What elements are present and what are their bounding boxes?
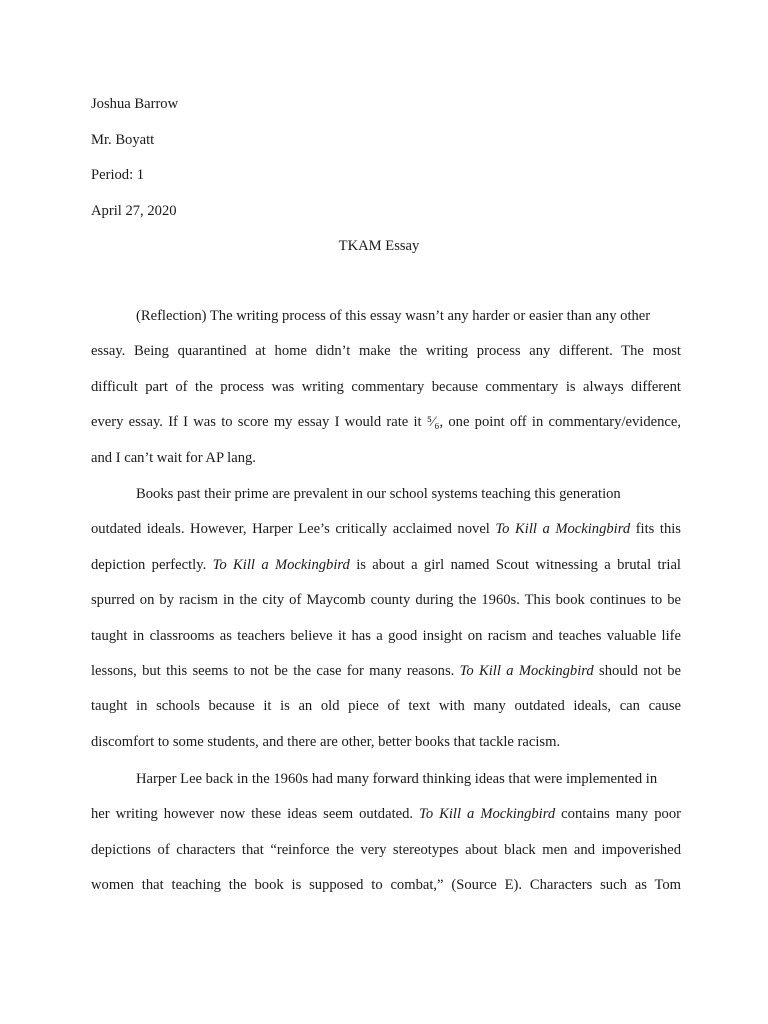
teacher-name: Mr. Boyatt <box>91 132 155 148</box>
paragraph-line <box>91 512 681 547</box>
paragraph-line: every essay. If I was to score my essay I would rate it ⁵⁄₆, one point off in commentary/evidence, <box>91 414 681 431</box>
paragraph-line: difficult part of the process was writing commentary because commentary is always different <box>91 378 681 395</box>
book-title: To Kill a Mockingbird <box>419 806 556 823</box>
essay-title: TKAM Essay <box>338 238 420 254</box>
paragraph-line: taught in classrooms as teachers believe it has a good insight on racism and teaches valuable life <box>91 627 681 644</box>
paragraph-line: essay. Being quarantined at home didn’t make the writing process any different. The most <box>91 343 681 360</box>
paragraph-line: discomfort to some students, and there are other, better books that tackle racism. <box>91 733 561 750</box>
introduction-paragraph <box>91 477 681 760</box>
text-run: contains many poor <box>555 806 681 823</box>
paragraph-line: taught in schools because it is an old piece of text with many outdated ideals, can cause <box>91 698 681 715</box>
paragraph-line <box>91 797 681 832</box>
book-title: To Kill a Mockingbird <box>212 556 350 573</box>
paragraph-line: spurred on by racism in the city of Maycomb county during the 1960s. This book continues to be <box>91 592 681 609</box>
class-period: Period: 1 <box>91 167 145 183</box>
paragraph-line: and I can’t wait for AP lang. <box>91 449 256 466</box>
text-run: lessons, but this seems to not be the case for many reasons. <box>91 662 460 679</box>
paragraph-line: depictions of characters that “reinforce the very stereotypes about black men and impoverished <box>91 841 681 858</box>
paragraph-line <box>91 548 681 583</box>
essay-date: April 27, 2020 <box>91 203 177 219</box>
text-run: depiction perfectly. <box>91 556 213 573</box>
reflection-paragraph <box>91 299 681 476</box>
text-run: her writing however now these ideas seem outdated. <box>91 806 420 823</box>
book-title: To Kill a Mockingbird <box>495 521 631 538</box>
paragraph-line: Harper Lee back in the 1960s had many forward thinking ideas that were implemented in <box>136 771 658 787</box>
paragraph-line <box>91 654 681 689</box>
text-run: should not be <box>593 662 682 679</box>
book-title: To Kill a Mockingbird <box>459 662 594 679</box>
paragraph-line: (Reflection) The writing process of this essay wasn’t any harder or easier than any other <box>136 308 651 324</box>
author-name: Joshua Barrow <box>91 96 179 112</box>
paragraph-line: Books past their prime are prevalent in our school systems teaching this generation <box>136 486 621 502</box>
text-run: fits this <box>630 521 681 538</box>
text-run: outdated ideals. However, Harper Lee’s critically acclaimed novel <box>91 521 496 538</box>
paragraph-line: women that teaching the book is supposed to combat,” (Source E). Characters such as Tom <box>91 877 681 894</box>
body-paragraph <box>91 762 681 904</box>
text-run: is about a girl named Scout witnessing a brutal trial <box>349 556 681 573</box>
